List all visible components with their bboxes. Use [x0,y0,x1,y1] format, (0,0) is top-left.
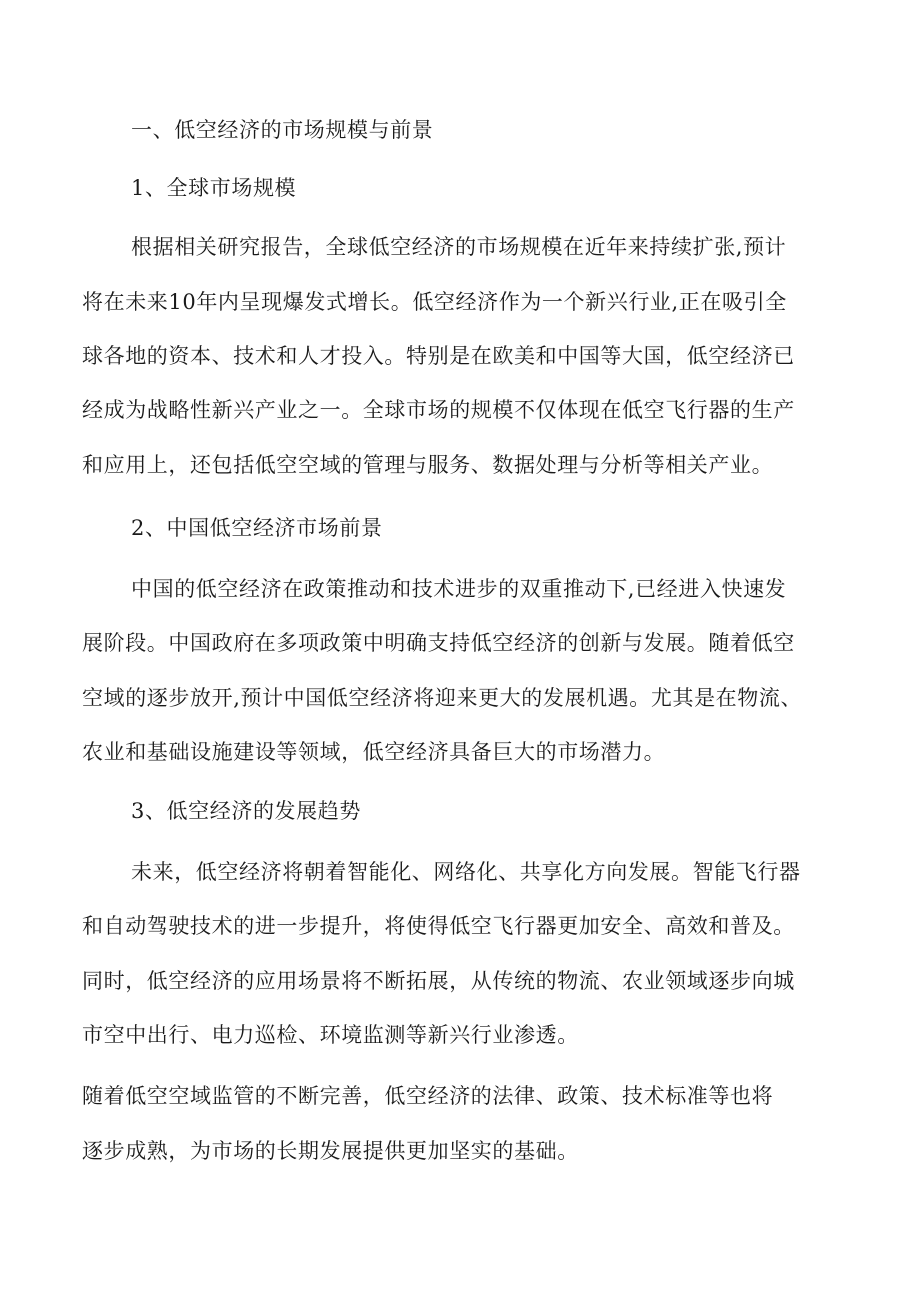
section-3-line: 未来，低空经济将朝着智能化、网络化、共享化方向发展。智能飞行器 [131,860,801,884]
section-2-line: 展阶段。中国政府在多项政策中明确支持低空经济的创新与发展。随着低空 [82,631,795,655]
section-1-line: 根据相关研究报告，全球低空经济的市场规模在近年来持续扩张,预计 [131,235,787,259]
section-2-line: 中国的低空经济在政策推动和技术进步的双重推动下,已经进入快速发 [131,577,787,601]
section-3-line: 同时，低空经济的应用场景将不断拓展，从传统的物流、农业领域逐步向城 [82,969,795,993]
section-2-line: 空域的逐步放开,预计中国低空经济将迎来更大的发展机遇。尤其是在物流、 [82,686,803,710]
section-3-title: 3、低空经济的发展趋势 [131,799,361,823]
closing-line: 随着低空空域监管的不断完善，低空经济的法律、政策、技术标准等也将 [82,1084,774,1108]
section-3-line: 和自动驾驶技术的进一步提升，将使得低空飞行器更加安全、高效和普及。 [82,914,795,938]
section-1-line: 将在未来10年内呈现爆发式增长。低空经济作为一个新兴行业,正在吸引全 [82,290,787,314]
section-2-title: 2、中国低空经济市场前景 [131,516,383,540]
section-1-title: 1、全球市场规模 [131,176,297,200]
main-heading: 一、低空经济的市场规模与前景 [131,118,434,142]
section-1-line: 和应用上，还包括低空空域的管理与服务、数据处理与分析等相关产业。 [82,453,774,477]
section-1-line: 经成为战略性新兴产业之一。全球市场的规模不仅体现在低空飞行器的生产 [82,398,795,422]
section-2-line: 农业和基础设施建设等领域，低空经济具备巨大的市场潜力。 [82,740,666,764]
section-3-line: 市空中出行、电力巡检、环境监测等新兴行业渗透。 [82,1023,579,1047]
closing-line: 逐步成熟，为市场的长期发展提供更加坚实的基础。 [82,1139,579,1163]
section-1-line: 球各地的资本、技术和人才投入。特别是在欧美和中国等大国，低空经济已 [82,344,795,368]
